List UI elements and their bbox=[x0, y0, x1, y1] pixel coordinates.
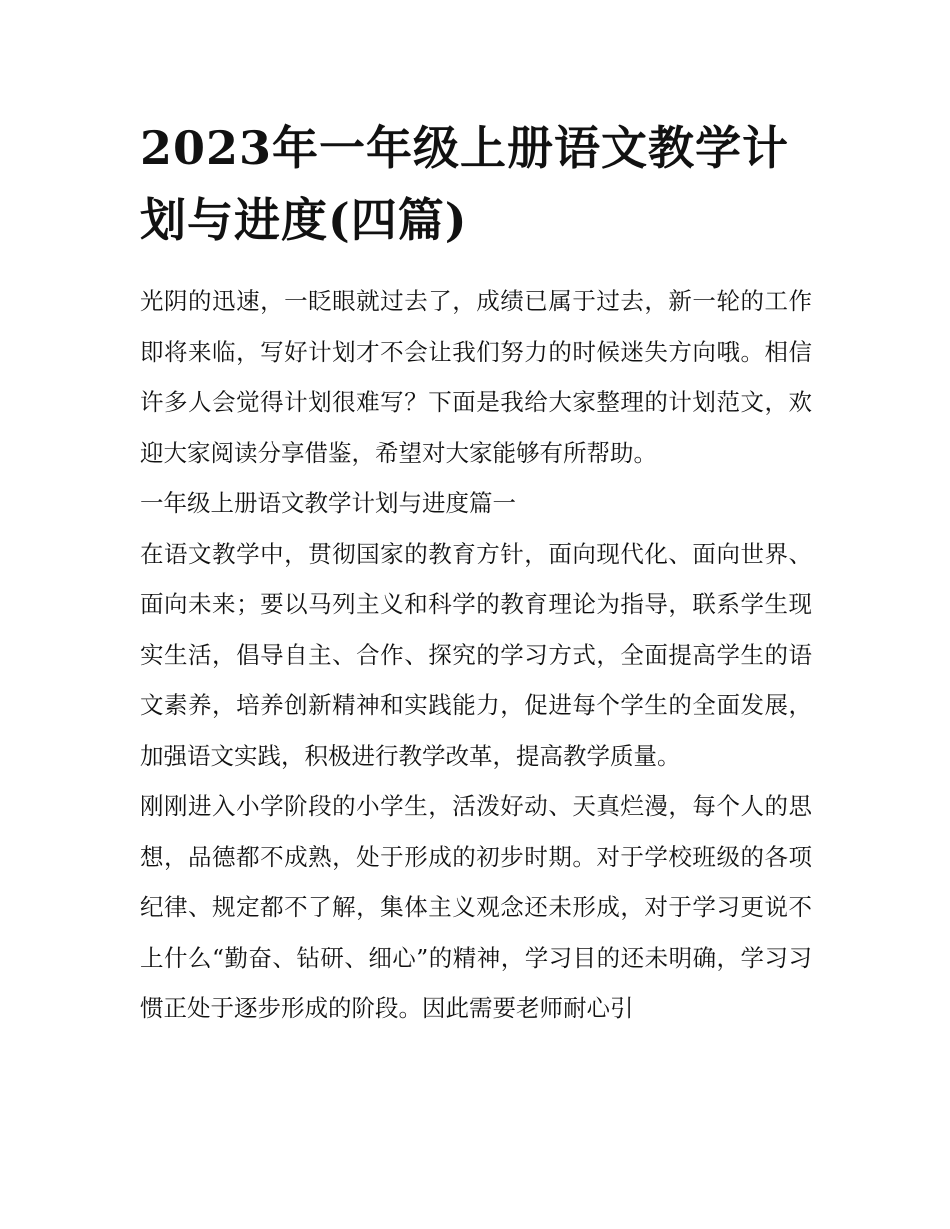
body-paragraph-1: 在语文教学中，贯彻国家的教育方针，面向现代化、面向世界、面向未来；要以马列主义和科学的教育理论为指导，联系学生现实生活，倡导自主、合作、探究的学习方式，全面提高学生的语文素养，培养创新精神和实践能力，促进每个学生的全面发展，加强语文实践，积极进行教学改革，提高教学质量。 bbox=[140, 539, 812, 770]
intro-paragraph: 光阴的迅速，一眨眼就过去了，成绩已属于过去，新一轮的工作即将来临，写好计划才不会让我们努力的时候迷失方向哦。相信许多人会觉得计划很难写？下面是我给大家整理的计划范文，欢迎大家阅读分享借鉴，希望对大家能够有所帮助。 bbox=[140, 287, 812, 467]
document-title: 2023年一年级上册语文教学计划与进度(四篇) bbox=[140, 121, 790, 247]
section-heading: 一年级上册语文教学计划与进度篇一 bbox=[140, 489, 516, 517]
document-page bbox=[140, 112, 812, 1034]
body-paragraph-2: 刚刚进入小学阶段的小学生，活泼好动、天真烂漫，每个人的思想，品德都不成熟，处于形成的初步时期。对于学校班级的各项纪律、规定都不了解，集体主义观念还未形成，对于学习更说不上什么“勤奋、钻研、细心”的精神，学习目的还未明确，学习习惯正处于逐步形成的阶段。因此需要老师耐心引 bbox=[140, 792, 812, 1022]
